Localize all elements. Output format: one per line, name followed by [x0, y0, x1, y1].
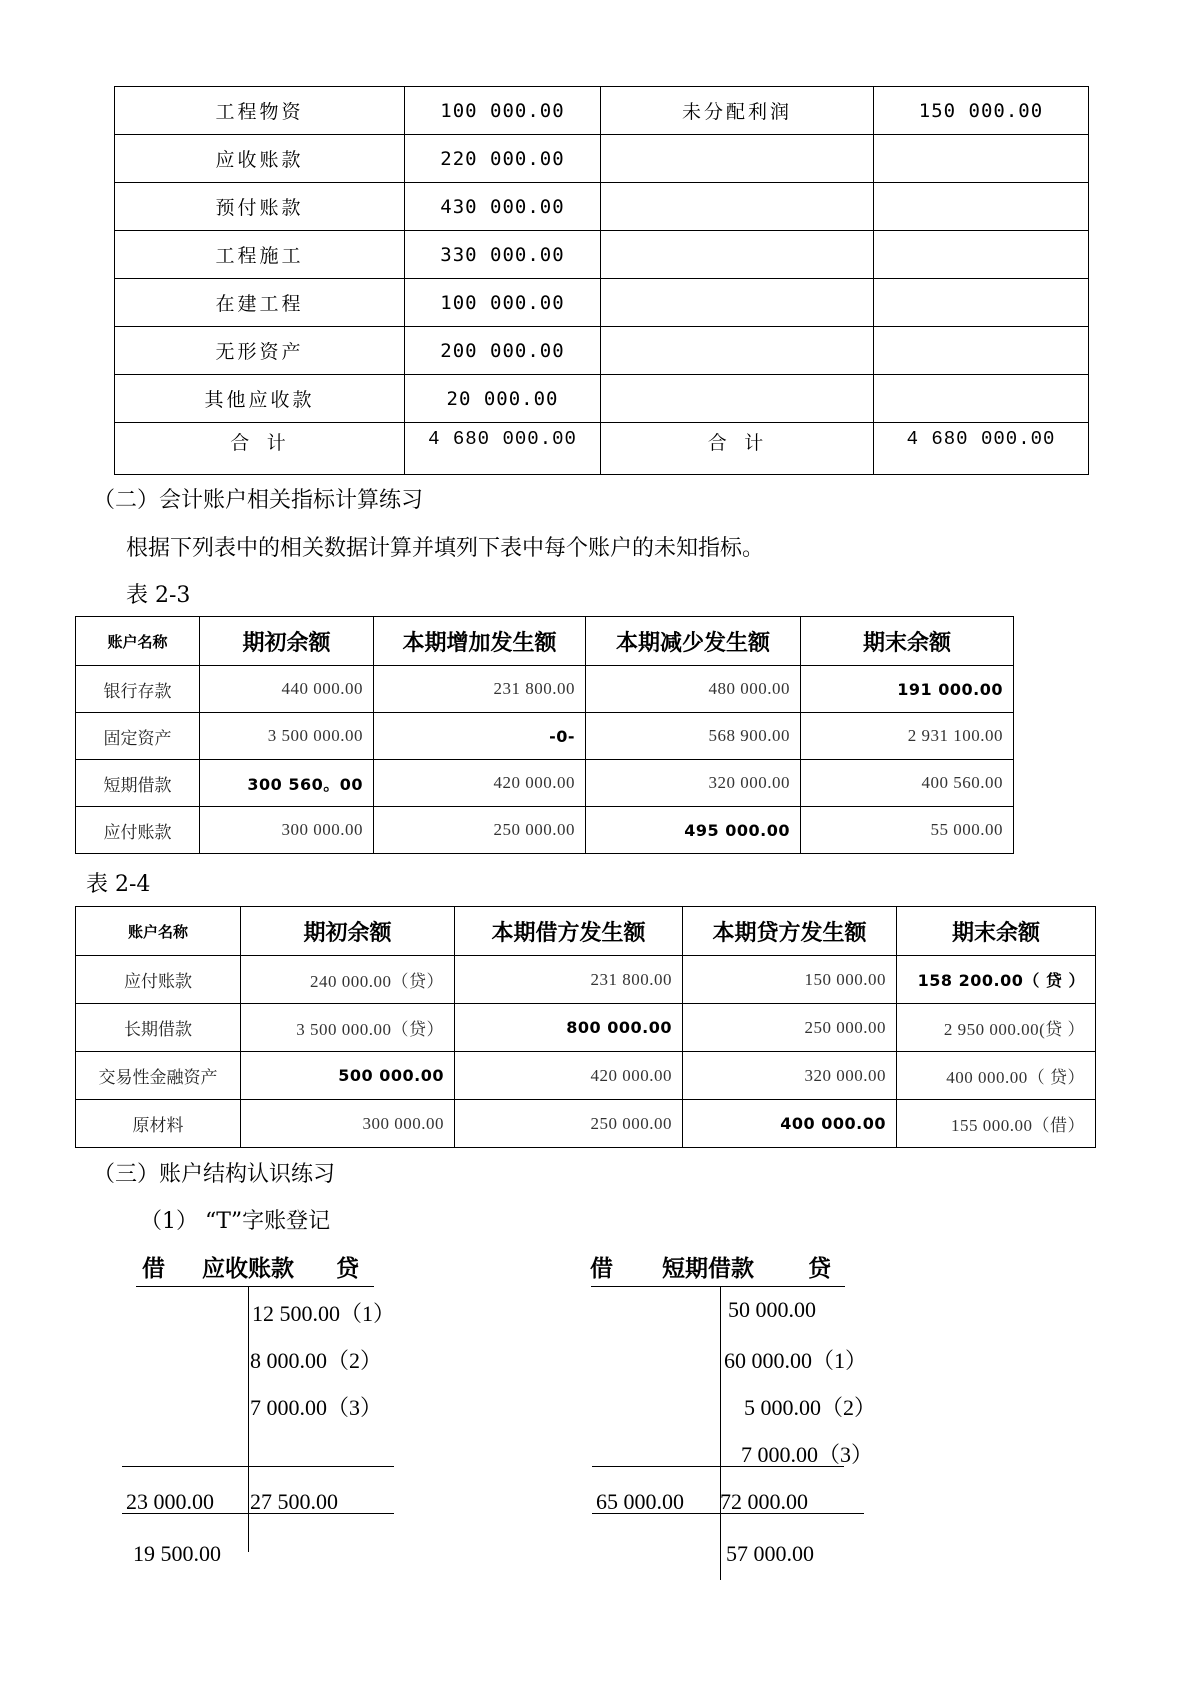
table-cell: 其他应收款: [115, 375, 405, 423]
table-cell: 155 000.00（借）: [897, 1100, 1096, 1148]
table-cell: [601, 183, 874, 231]
account-name: 应付账款: [76, 956, 241, 1004]
answer-cell: 158 200.00（ 贷 ）: [897, 956, 1096, 1004]
table-cell: [601, 375, 874, 423]
t-account-top-line: [136, 1286, 374, 1287]
account-name: 原材料: [76, 1100, 241, 1148]
account-name: 应付账款: [76, 807, 200, 854]
table-cell: 应收账款: [115, 135, 405, 183]
table-cell: 240 000.00（贷）: [241, 956, 455, 1004]
table-cell: 无形资产: [115, 327, 405, 375]
table-cell: 在建工程: [115, 279, 405, 327]
table-cell: 568 900.00: [586, 713, 801, 760]
sub-heading: （1） “T”字账登记: [140, 1209, 331, 1234]
answer-cell: -0-: [374, 713, 586, 760]
credit-label: 贷: [808, 1256, 831, 1282]
column-header: 账户名称: [76, 907, 241, 956]
table-row: [76, 807, 1014, 854]
column-header: 期末余额: [897, 907, 1096, 956]
account-title: 短期借款: [662, 1256, 754, 1282]
account-name: 短期借款: [76, 760, 200, 807]
credit-entry: 12 500.00（1）: [252, 1301, 396, 1326]
debit-total: 23 000.00: [126, 1489, 214, 1514]
account-name: 长期借款: [76, 1004, 241, 1052]
total-row: [115, 423, 1089, 475]
table-cell: 2 931 100.00: [801, 713, 1014, 760]
column-header: 本期减少发生额: [586, 617, 801, 666]
answer-cell: 495 000.00: [586, 807, 801, 854]
table-row: [115, 135, 1089, 183]
table-cell: [874, 279, 1089, 327]
instruction-text: 根据下列表中的相关数据计算并填列下表中每个账户的未知指标。: [126, 536, 765, 561]
table-cell: 320 000.00: [683, 1052, 897, 1100]
credit-entry: 5 000.00（2）: [744, 1395, 877, 1420]
debit-label: 借: [590, 1256, 613, 1282]
table-row: [115, 279, 1089, 327]
table-row: [115, 327, 1089, 375]
table-cell: [874, 183, 1089, 231]
table-row: [76, 760, 1014, 807]
table-row: [76, 713, 1014, 760]
credit-label: 贷: [336, 1256, 359, 1282]
table-cell: 231 800.00: [374, 666, 586, 713]
table-cell: 预付账款: [115, 183, 405, 231]
table-cell: 220 000.00: [405, 135, 601, 183]
table-cell: 200 000.00: [405, 327, 601, 375]
t-account-top-line: [591, 1286, 845, 1287]
total-line: [592, 1513, 864, 1514]
table-row: [76, 666, 1014, 713]
answer-cell: 800 000.00: [455, 1004, 683, 1052]
table-row: [115, 231, 1089, 279]
column-header: 本期增加发生额: [374, 617, 586, 666]
answer-cell: 400 000.00: [683, 1100, 897, 1148]
table-row: [76, 1004, 1096, 1052]
answer-cell: 500 000.00: [241, 1052, 455, 1100]
ending-balance: 57 000.00: [726, 1541, 814, 1566]
table-cell: 420 000.00: [374, 760, 586, 807]
table-cell: [874, 135, 1089, 183]
column-header: 期初余额: [241, 907, 455, 956]
credit-entry: 7 000.00（3）: [741, 1442, 874, 1467]
table-cell: 430 000.00: [405, 183, 601, 231]
table-2-4: [75, 906, 1096, 1148]
table-header-row: [76, 907, 1096, 956]
answer-cell: 300 560。00: [200, 760, 374, 807]
total-value: 4 680 000.00: [405, 423, 601, 475]
table-cell: 300 000.00: [200, 807, 374, 854]
table-cell: 55 000.00: [801, 807, 1014, 854]
total-line: [122, 1513, 394, 1514]
column-header: 账户名称: [76, 617, 200, 666]
table-cell: 250 000.00: [683, 1004, 897, 1052]
credit-total: 72 000.00: [720, 1489, 808, 1514]
table-cell: 150 000.00: [874, 87, 1089, 135]
section-heading: （二）会计账户相关指标计算练习: [93, 488, 424, 513]
table-cell: 400 560.00: [801, 760, 1014, 807]
ending-balance: 19 500.00: [133, 1541, 221, 1566]
table-caption: 表 2-4: [86, 872, 151, 897]
total-label: 合 计: [601, 423, 874, 475]
column-header: 本期贷方发生额: [683, 907, 897, 956]
table-row: [115, 375, 1089, 423]
table-row: [115, 87, 1089, 135]
account-title: 应收账款: [202, 1256, 294, 1282]
table-cell: [874, 327, 1089, 375]
credit-entry: 8 000.00（2）: [250, 1348, 383, 1373]
table-row: [115, 183, 1089, 231]
table-cell: 150 000.00: [683, 956, 897, 1004]
table-cell: 2 950 000.00(贷 ）: [897, 1004, 1096, 1052]
account-name: 固定资产: [76, 713, 200, 760]
table-cell: 250 000.00: [455, 1100, 683, 1148]
table-cell: 3 500 000.00（贷）: [241, 1004, 455, 1052]
answer-cell: 191 000.00: [801, 666, 1014, 713]
sum-line: [122, 1466, 394, 1467]
table-cell: 未分配利润: [601, 87, 874, 135]
table-cell: 250 000.00: [374, 807, 586, 854]
sum-line: [592, 1466, 844, 1467]
table-cell: [601, 231, 874, 279]
credit-entry: 50 000.00: [728, 1297, 816, 1322]
table-row: [76, 956, 1096, 1004]
table-cell: [601, 135, 874, 183]
column-header: 期末余额: [801, 617, 1014, 666]
table-cell: 20 000.00: [405, 375, 601, 423]
table-cell: 231 800.00: [455, 956, 683, 1004]
table-cell: [601, 327, 874, 375]
table-cell: [874, 231, 1089, 279]
table-cell: 400 000.00（ 贷）: [897, 1052, 1096, 1100]
section-heading: （三）账户结构认识练习: [93, 1162, 336, 1187]
table-cell: [874, 375, 1089, 423]
table-cell: 100 000.00: [405, 279, 601, 327]
table-cell: 330 000.00: [405, 231, 601, 279]
table-header-row: [76, 617, 1014, 666]
credit-entry: 7 000.00（3）: [250, 1395, 383, 1420]
table-row: [76, 1100, 1096, 1148]
account-name: 银行存款: [76, 666, 200, 713]
balance-table: [114, 86, 1089, 475]
table-cell: 320 000.00: [586, 760, 801, 807]
total-label: 合 计: [115, 423, 405, 475]
t-account-divider: [720, 1286, 721, 1580]
table-cell: 工程物资: [115, 87, 405, 135]
debit-label: 借: [142, 1256, 165, 1282]
credit-total: 27 500.00: [250, 1489, 338, 1514]
table-cell: 480 000.00: [586, 666, 801, 713]
table-caption: 表 2-3: [126, 583, 191, 608]
table-row: [76, 1052, 1096, 1100]
table-cell: 420 000.00: [455, 1052, 683, 1100]
account-name: 交易性金融资产: [76, 1052, 241, 1100]
debit-total: 65 000.00: [596, 1489, 684, 1514]
table-cell: 3 500 000.00: [200, 713, 374, 760]
table-2-3: [75, 616, 1014, 854]
table-cell: 300 000.00: [241, 1100, 455, 1148]
credit-entry: 60 000.00（1）: [724, 1348, 868, 1373]
table-cell: 工程施工: [115, 231, 405, 279]
table-cell: 100 000.00: [405, 87, 601, 135]
table-cell: [601, 279, 874, 327]
total-value: 4 680 000.00: [874, 423, 1089, 475]
column-header: 期初余额: [200, 617, 374, 666]
table-cell: 440 000.00: [200, 666, 374, 713]
column-header: 本期借方发生额: [455, 907, 683, 956]
